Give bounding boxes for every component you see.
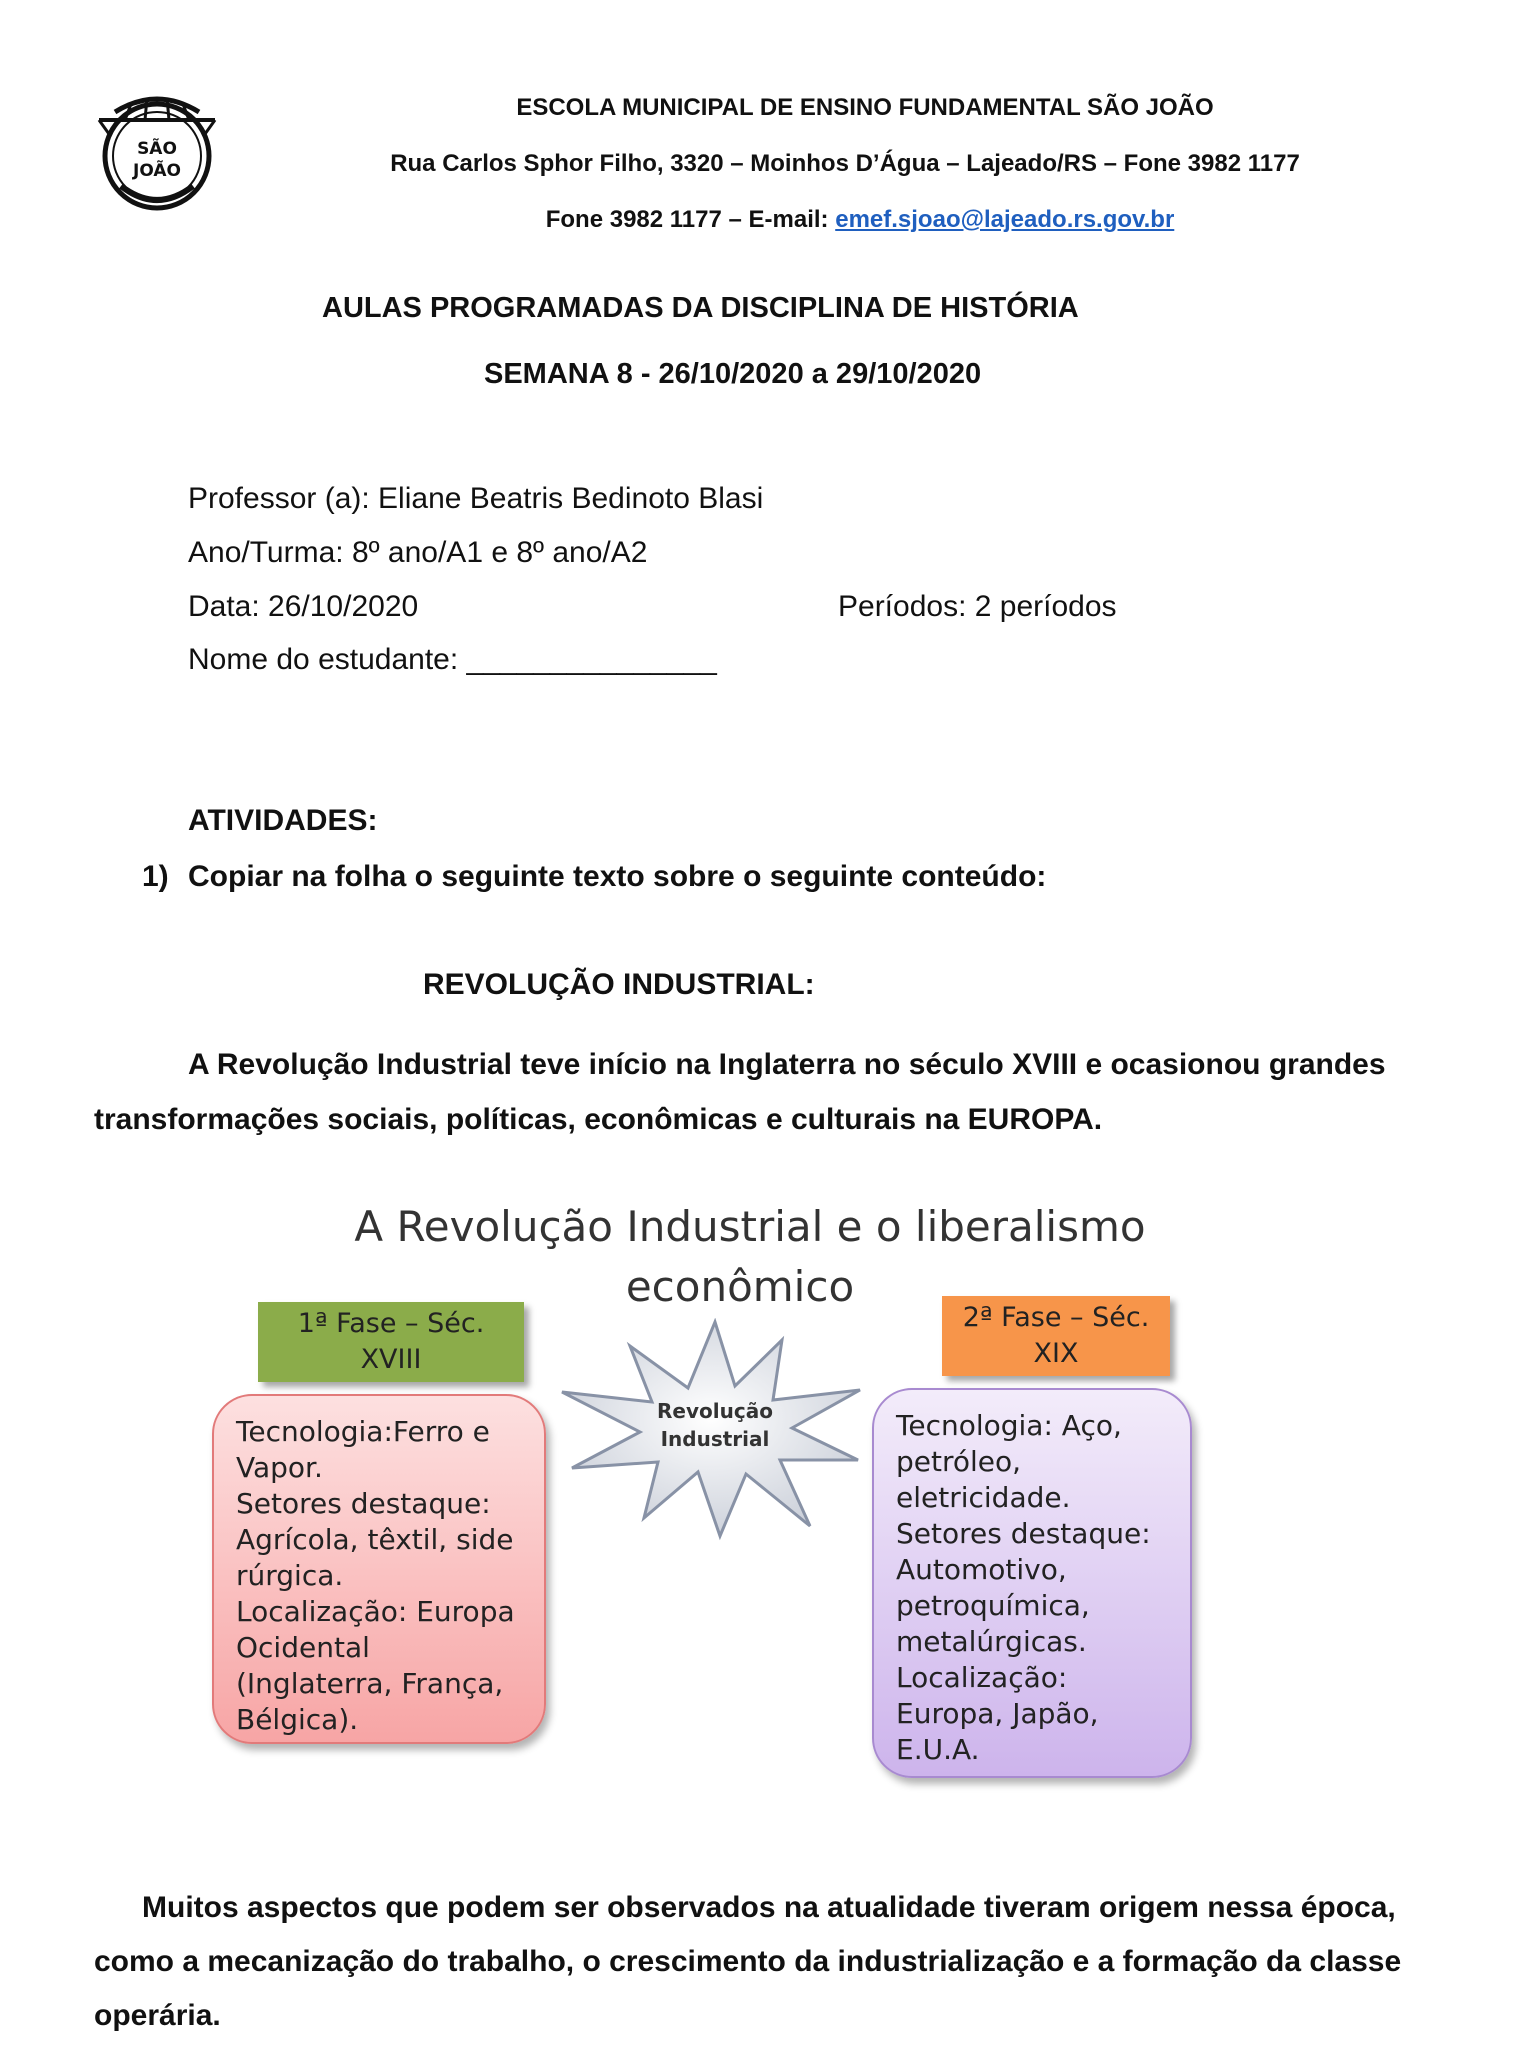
phase-1-line: Localização: Europa (236, 1595, 515, 1628)
logo-text-bottom: JOÃO (133, 161, 181, 181)
paragraph-2-line-2: como a mecanização do trabalho, o crescimento da industrialização e a formação da classe (94, 1945, 1402, 1978)
phase-2-line: metalúrgicas. (896, 1625, 1087, 1658)
starburst-line-2: Industrial (660, 1427, 770, 1451)
phase-2-line: Automotivo, (896, 1553, 1067, 1586)
school-name: ESCOLA MUNICIPAL DE ENSINO FUNDAMENTAL SÃO JOÃO (516, 94, 1214, 121)
phase-2-line: Setores destaque: (896, 1517, 1151, 1550)
phase-1-label-line-2: XVIII (360, 1344, 422, 1375)
phase-2-line: eletricidade. (896, 1481, 1071, 1514)
paragraph-2-line-3: operária. (94, 1999, 221, 2032)
diagram-title-line-2: econômico (625, 1262, 855, 1311)
phase-1-line: rúrgica. (236, 1559, 344, 1592)
phase-1-line: Agrícola, têxtil, side (236, 1523, 514, 1556)
phase-2-line: petróleo, (896, 1445, 1022, 1478)
email-link[interactable]: emef.sjoao@lajeado.rs.gov.br (835, 206, 1175, 233)
phase-1-line: Ocidental (236, 1631, 370, 1664)
activities-heading: ATIVIDADES: (188, 804, 378, 837)
phase-1-line: (Inglaterra, França, (236, 1667, 504, 1700)
student-name-field[interactable]: Nome do estudante: _______________ (188, 643, 717, 676)
phase-1-line: Tecnologia:Ferro e (236, 1415, 490, 1448)
phase-1-label-line-1: 1ª Fase – Séc. (297, 1308, 485, 1339)
paragraph-1-line-2: transformações sociais, políticas, econômicas e culturais na EUROPA. (94, 1103, 1103, 1136)
starburst-line-1: Revolução (657, 1399, 773, 1423)
date-line: Data: 26/10/2020 (188, 590, 419, 623)
class-line: Ano/Turma: 8º ano/A1 e 8º ano/A2 (188, 536, 648, 569)
phase-2-lines (896, 1408, 1168, 1768)
phase-1-card (212, 1394, 546, 1744)
phase-2-line: Tecnologia: Aço, (896, 1409, 1122, 1442)
contact-phone: Fone 3982 1177 – E-mail: (545, 206, 836, 233)
teacher-line: Professor (a): Eliane Beatris Bedinoto Blasi (188, 482, 764, 515)
school-contact (95, 206, 1530, 234)
phase-2-label (942, 1296, 1170, 1376)
phase-2-label-line-1: 2ª Fase – Séc. (962, 1302, 1150, 1333)
phase-1-line: Vapor. (236, 1451, 323, 1484)
page-title: AULAS PROGRAMADAS DA DISCIPLINA DE HISTÓRIA (322, 292, 1079, 324)
item-number: 1) (142, 860, 169, 893)
item-text: Copiar na folha o seguinte texto sobre o seguinte conteúdo: (188, 860, 1047, 893)
periods-line: Períodos: 2 períodos (838, 590, 1117, 623)
topic-heading: REVOLUÇÃO INDUSTRIAL: (423, 968, 815, 1001)
diagram-title-line-1: A Revolução Industrial e o liberalismo (354, 1202, 1146, 1251)
paragraph-2-line-1: Muitos aspectos que podem ser observados na atualidade tiveram origem nessa época, (142, 1891, 1396, 1924)
phase-2-line: Localização: (896, 1661, 1068, 1694)
phase-2-line: petroquímica, (896, 1589, 1090, 1622)
phase-1-line: Bélgica). (236, 1703, 359, 1736)
logo-text-top: SÃO (137, 139, 177, 159)
phase-2-label-line-2: XIX (1033, 1338, 1079, 1369)
phase-2-line: E.U.A. (896, 1733, 980, 1766)
revolution-starburst (560, 1318, 870, 1543)
phase-1-lines (236, 1414, 522, 1738)
phase-1-line: Setores destaque: (236, 1487, 491, 1520)
phase-1-label (258, 1302, 524, 1382)
phase-2-card (872, 1388, 1192, 1778)
paragraph-1-line-1: A Revolução Industrial teve início na Inglaterra no século XVIII e ocasionou grandes (188, 1048, 1386, 1081)
school-address: Rua Carlos Sphor Filho, 3320 – Moinhos D’Água – Lajeado/RS – Fone 3982 1177 (390, 150, 1300, 177)
phase-2-line: Europa, Japão, (896, 1697, 1099, 1730)
week-title: SEMANA 8 - 26/10/2020 a 29/10/2020 (484, 358, 982, 390)
